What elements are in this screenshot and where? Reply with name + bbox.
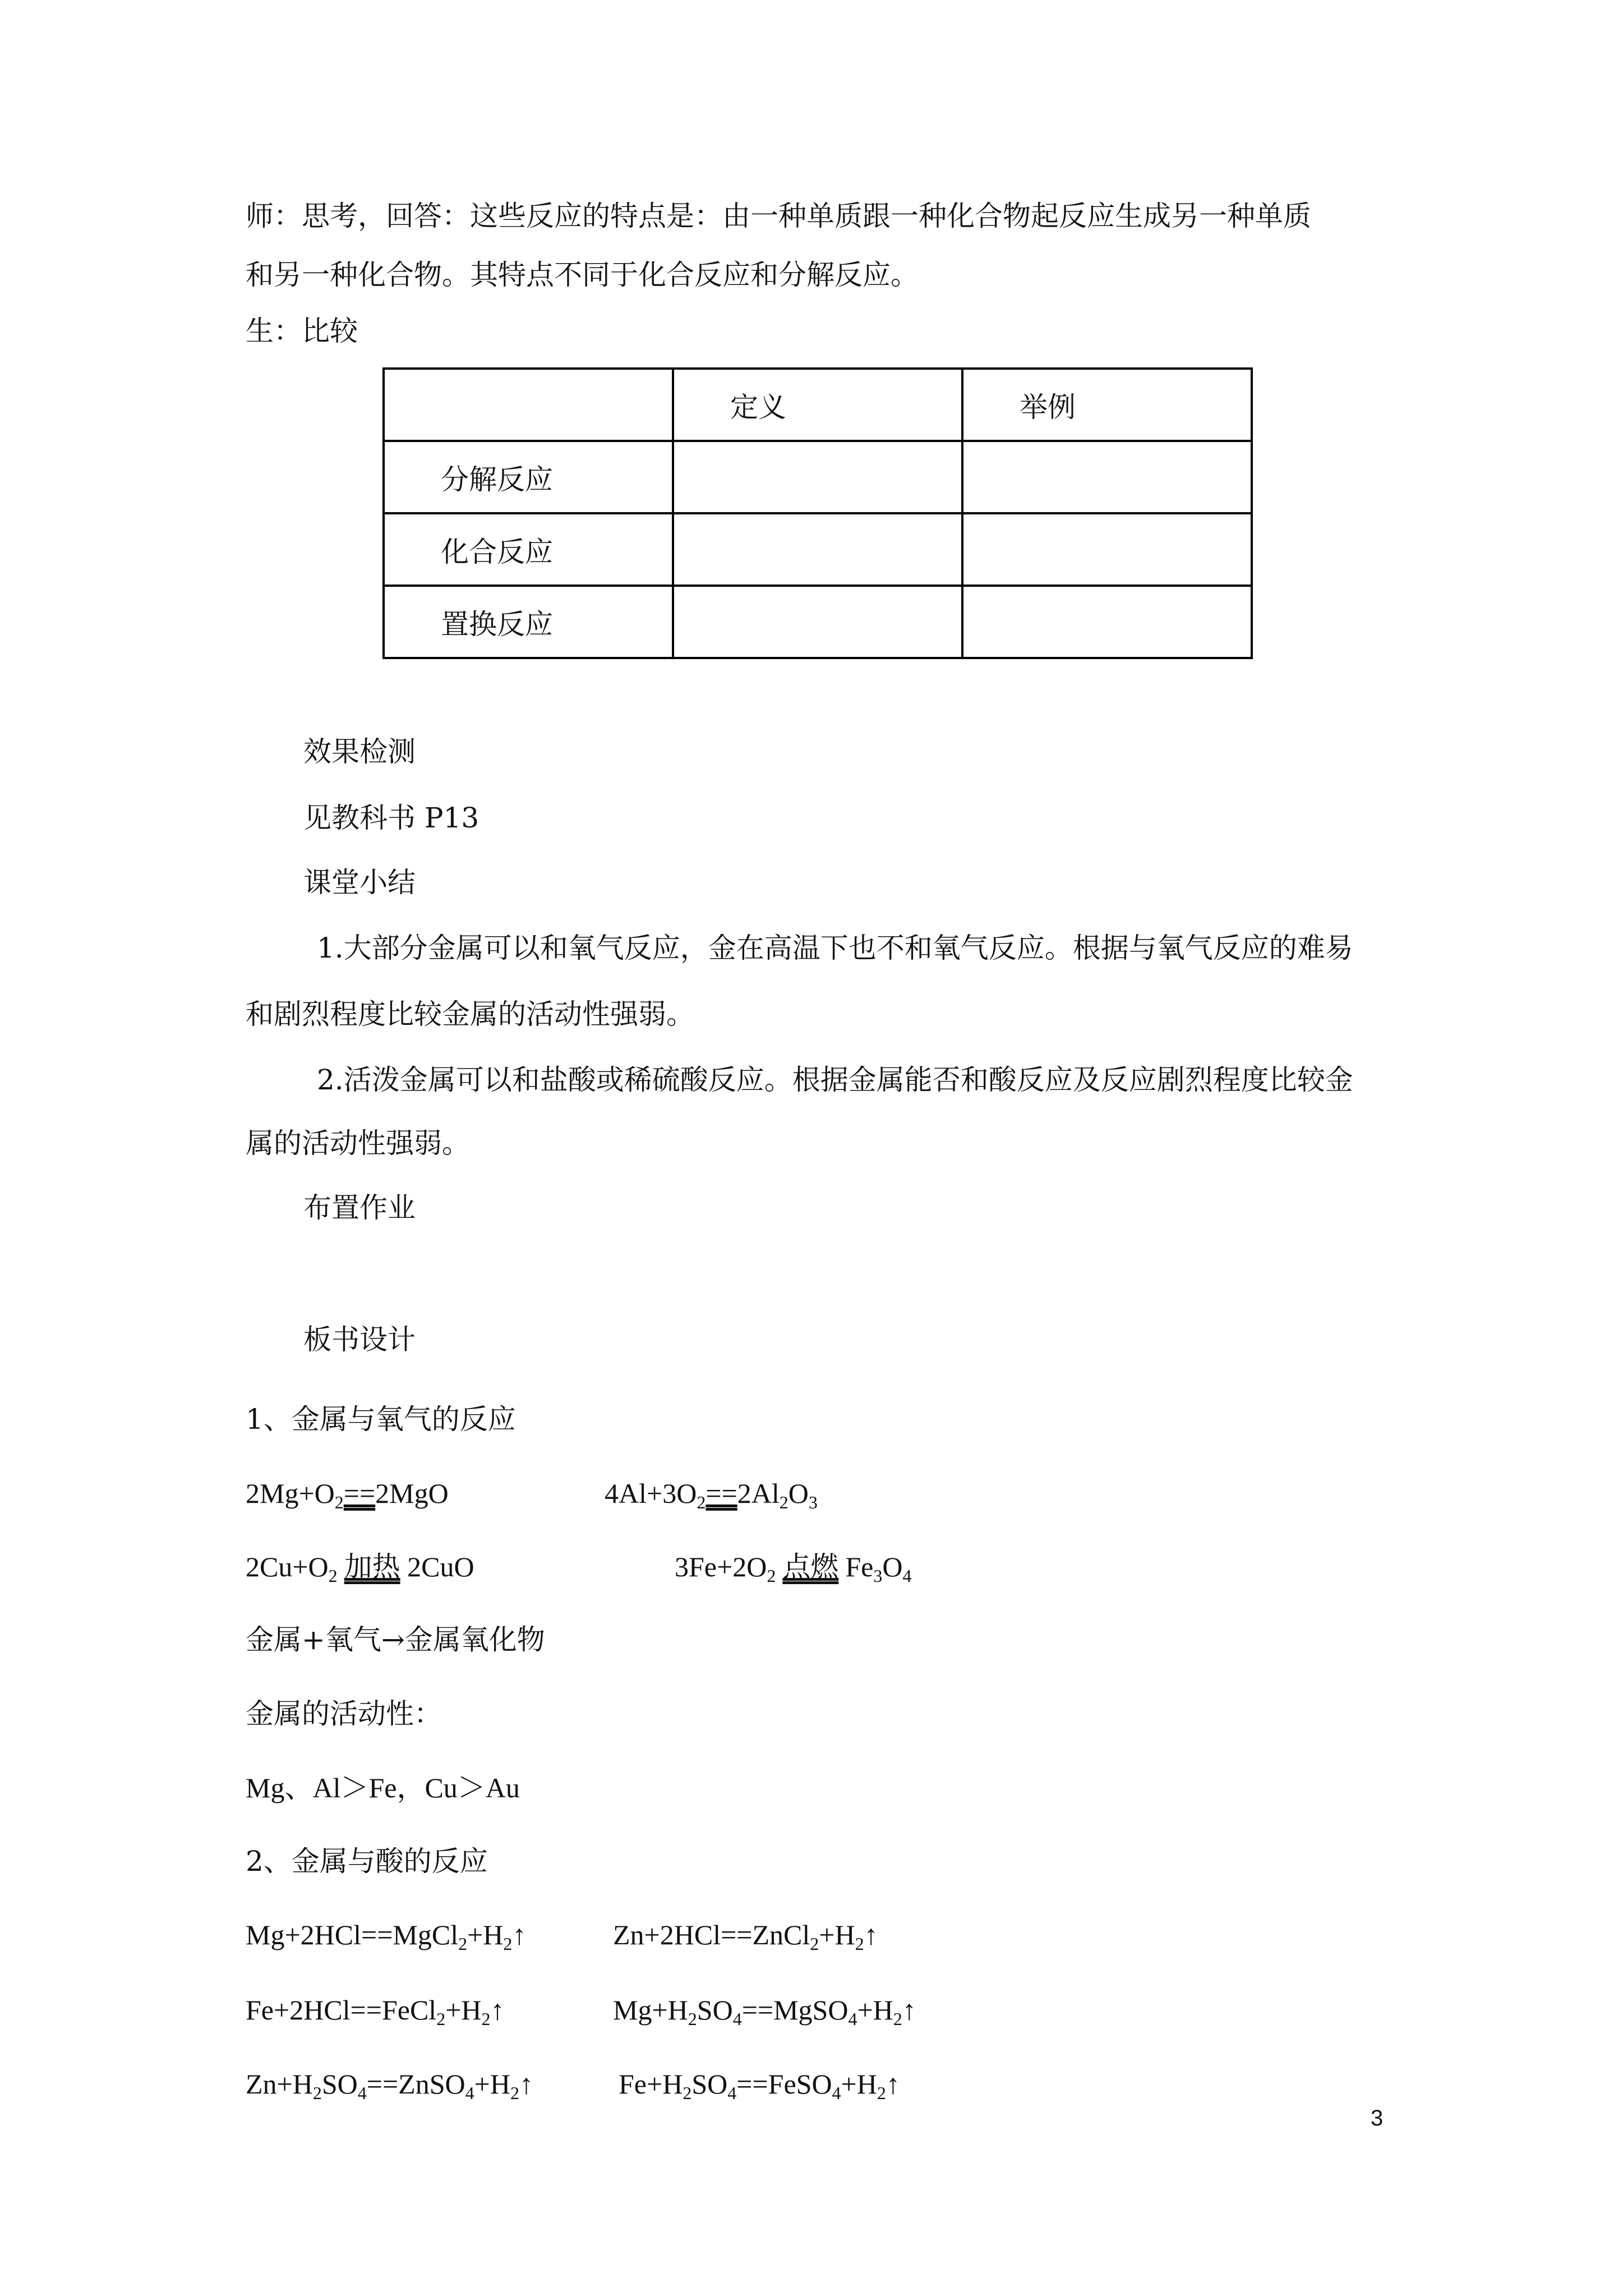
equation-al-oxygen: $4Al+3O_2==2Al_2O_3$ <box>605 1478 818 1512</box>
summary-point-2b: 属的活动性强弱。 <box>246 1127 470 1159</box>
acid-equation: $Fe+2HCl==FeCl_2+H_2↑$ <box>246 1994 505 2029</box>
homework-title: 布置作业 <box>303 1191 416 1224</box>
acid-equation: $Zn+H_2SO_4==ZnSO_4+H_2↑$ <box>246 2068 533 2103</box>
comparison-table <box>382 367 1253 659</box>
test-reference: 见教科书 P13 <box>303 802 479 834</box>
equation-fe-oxygen: $3Fe+2O_2$ 点燃 $Fe_3O_4$ <box>675 1551 912 1586</box>
activity-series: Mg、Al＞Fe，Cu＞Au <box>246 1772 520 1803</box>
summary-point-1a: 1.大部分金属可以和氧气反应，金在高温下也不和氧气反应。根据与氧气反应的难易 <box>317 932 1353 964</box>
board-title: 板书设计 <box>303 1323 416 1356</box>
table-header-cell <box>384 369 673 441</box>
table-row-label: 化合反应 <box>384 513 673 586</box>
table-cell <box>673 513 962 586</box>
table-header-cell: 定义 <box>673 369 962 441</box>
page-number: 3 <box>1371 2106 1384 2131</box>
table-cell <box>673 586 962 658</box>
summary-point-2a: 2.活泼金属可以和盐酸或稀硫酸反应。根据金属能否和酸反应及反应剧烈程度比较金 <box>317 1064 1353 1096</box>
table-row-label: 分解反应 <box>384 441 673 513</box>
summary-title: 课堂小结 <box>303 866 416 899</box>
acid-equation: $Zn+2HCl==ZnCl_2+H_2↑$ <box>613 1919 878 1954</box>
acid-equation: $Mg+2HCl==MgCl_2+H_2↑$ <box>246 1919 527 1954</box>
equation-cu-oxygen: $2Cu+O_2$ 加热 2CuO <box>246 1551 474 1586</box>
table-cell <box>962 513 1252 586</box>
table-row <box>384 586 1252 658</box>
intro-line-3: 生：比较 <box>246 315 358 347</box>
table-header-row <box>384 369 1252 441</box>
acid-equation: $Fe+H_2SO_4==FeSO_4+H_2↑$ <box>619 2068 900 2103</box>
table-header-cell: 举例 <box>962 369 1252 441</box>
table-row <box>384 441 1252 513</box>
board-heading-2: 2、金属与酸的反应 <box>246 1845 488 1878</box>
activity-title: 金属的活动性： <box>246 1697 442 1730</box>
table-cell <box>962 441 1252 513</box>
board-heading-1: 1、金属与氧气的反应 <box>246 1403 516 1435</box>
table-cell <box>962 586 1252 658</box>
table-row-label: 置换反应 <box>384 586 673 658</box>
summary-point-1b: 和剧烈程度比较金属的活动性强弱。 <box>246 998 694 1030</box>
equation-mg-oxygen: $2Mg+O_2==2MgO$ <box>246 1478 449 1512</box>
intro-line-1: 师：思考，回答：这些反应的特点是：由一种单质跟一种化合物起反应生成另一种单质 <box>246 200 1311 232</box>
table-cell <box>673 441 962 513</box>
table-row <box>384 513 1252 586</box>
test-title: 效果检测 <box>303 735 416 768</box>
general-reaction: 金属+氧气→金属氧化物 <box>246 1623 545 1656</box>
intro-line-2: 和另一种化合物。其特点不同于化合反应和分解反应。 <box>246 259 919 291</box>
acid-equation: $Mg+H_2SO_4==MgSO_4+H_2↑$ <box>613 1994 916 2029</box>
